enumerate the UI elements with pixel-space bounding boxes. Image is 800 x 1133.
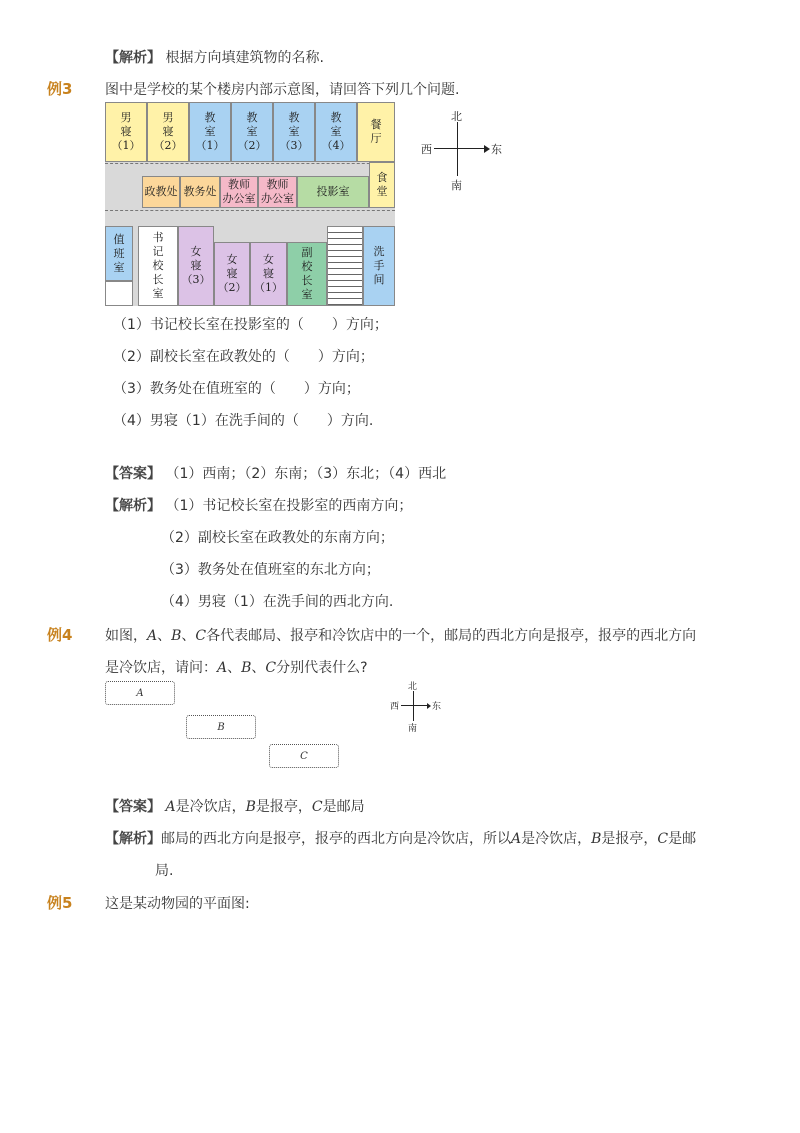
girls-dorm-1: 女 寝 （1）: [250, 242, 287, 306]
ex3-analysis-4: （4）男寝（1）在洗手间的西北方向.: [161, 594, 394, 610]
staircase: [327, 226, 363, 306]
question-1: （1）书记校长室在投影室的（ ）方向；: [113, 317, 388, 333]
question-3: （3）教务处在值班室的（ ）方向；: [113, 381, 360, 397]
corridor-line: [105, 210, 395, 211]
ex4-answer: 【答案】 A是冷饮店，B是报亭，C是邮局: [105, 799, 365, 815]
south-label: 南: [408, 724, 418, 734]
ex3-answer: [105, 463, 446, 483]
girls-dorm-2: 女 寝 （2）: [214, 242, 250, 306]
east-label: 东: [432, 702, 442, 712]
example-4-number: 例4: [47, 626, 73, 644]
vice-principal-room: 副 校 长 室: [287, 242, 327, 306]
ex3-analysis-3: （3）教务处在值班室的东北方向；: [161, 562, 380, 578]
example-4-question-line1: 如图，A、B、C各代表邮局、报亭和冷饮店中的一个，邮局的西北方向是报亭，报亭的西北方向: [105, 628, 697, 644]
example-4-question-line2: 是冷饮店，请问：A、B、C分别代表什么?: [105, 660, 368, 676]
example-3-number: 例3: [47, 80, 73, 98]
analysis-text: （1）书记校长室在投影室的西南方向；: [165, 498, 413, 514]
ex4-analysis-end: 局.: [155, 863, 174, 879]
blank-room: [105, 281, 133, 306]
answer-label: 【答案】: [105, 799, 161, 815]
ex4-analysis: 【解析】邮局的西北方向是报亭，报亭的西北方向是冷饮店，所以A是冷饮店，B是报亭，C是邮: [105, 831, 697, 847]
analysis-text: 根据方向填建筑物的名称.: [165, 50, 324, 66]
answer-label: 【答案】: [105, 466, 161, 482]
projection-room: 投影室: [297, 176, 369, 208]
box-b: B: [186, 715, 256, 739]
answer-text: （1）西南；（2）东南；（3）东北；（4）西北: [165, 466, 447, 482]
teacher-office-1: 教师 办公室: [220, 176, 258, 208]
washroom: 洗 手 间: [363, 226, 395, 306]
dining-hall: 食 堂: [369, 162, 395, 208]
classroom-4: 教 室 （4）: [315, 102, 357, 162]
academic-office: 教务处: [180, 176, 220, 208]
question-2: （2）副校长室在政教处的（ ）方向；: [113, 349, 374, 365]
analysis-label: 【解析】: [105, 831, 161, 847]
boys-dorm-1: 男 寝 （1）: [105, 102, 147, 162]
example-5-number: 例5: [47, 894, 73, 912]
east-label: 东: [491, 143, 502, 156]
box-c: C: [269, 744, 339, 768]
canteen: 餐 厅: [357, 102, 395, 162]
classroom-2: 教 室 （2）: [231, 102, 273, 162]
girls-dorm-3: 女 寝 （3）: [178, 226, 214, 306]
corridor-line: [105, 163, 395, 164]
question-4: （4）男寝（1）在洗手间的（ ）方向.: [113, 413, 374, 429]
floor-plan: [105, 102, 395, 306]
analysis-label: 【解析】: [105, 498, 161, 514]
north-label: 北: [451, 110, 462, 123]
ex3-analysis-2: （2）副校长室在政教处的东南方向；: [161, 530, 394, 546]
secretary-principal-room: 书 记 校 长 室: [138, 226, 178, 306]
box-a: A: [105, 681, 175, 705]
ex3-analysis-1: [105, 495, 412, 515]
politics-office: 政教处: [142, 176, 180, 208]
analysis-label: 【解析】: [105, 50, 161, 66]
north-label: 北: [408, 682, 418, 692]
teacher-office-2: 教师 办公室: [258, 176, 297, 208]
boys-dorm-2: 男 寝 （2）: [147, 102, 189, 162]
example-5-text: 这是某动物园的平面图:: [105, 896, 250, 912]
classroom-3: 教 室 （3）: [273, 102, 315, 162]
classroom-1: 教 室 （1）: [189, 102, 231, 162]
west-label: 西: [390, 702, 400, 712]
duty-room: 值 班 室: [105, 226, 133, 281]
prev-analysis: [105, 47, 324, 67]
west-label: 西: [421, 143, 432, 156]
example-3-question: 图中是学校的某个楼房内部示意图，请回答下列几个问题.: [105, 82, 460, 98]
south-label: 南: [451, 179, 462, 192]
